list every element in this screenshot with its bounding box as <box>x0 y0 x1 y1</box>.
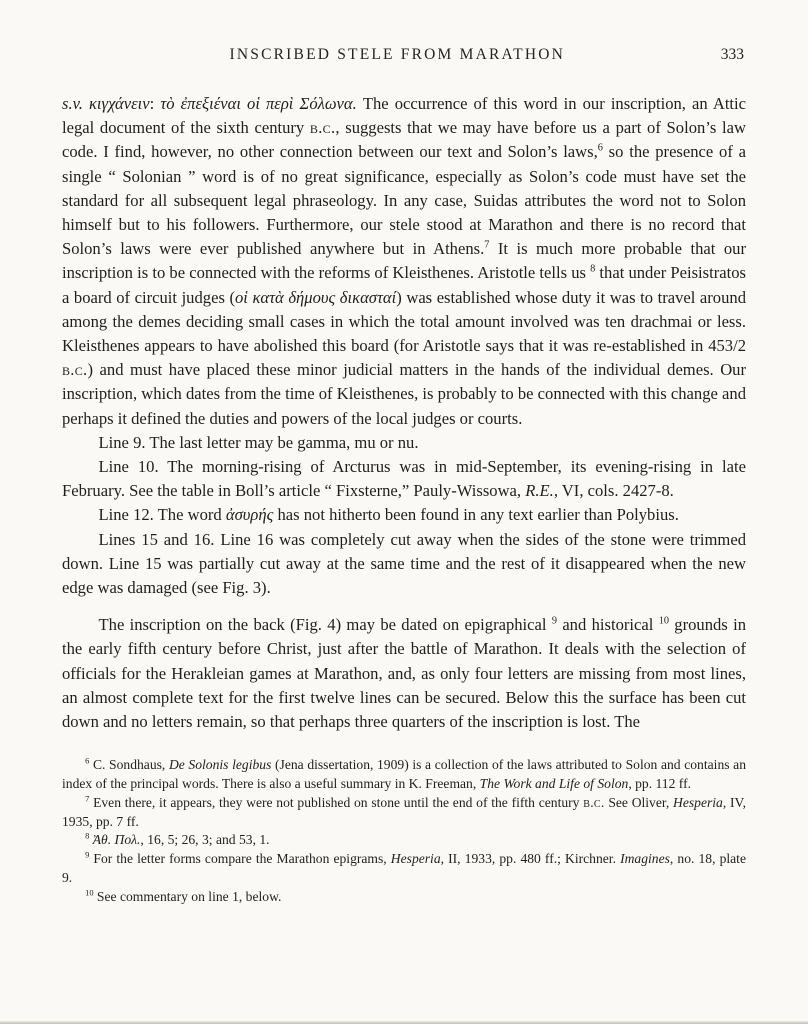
page-number: 333 <box>720 46 744 63</box>
paragraph-line-12-note: Line 12. The word ἀσυρής has not hitherto been found in any text earlier than Polybius. <box>98 505 679 525</box>
footnote-10: $^{10}$ See commentary on line 1, below. <box>85 887 282 904</box>
running-head <box>62 46 746 68</box>
paragraph-back-inscription: The inscription on the back (Fig. 4) may be dated on epigraphical $^9$ and historical $^{10}$ grounds in the early fifth century before Christ, just after the battle of Marathon. It deals with the selection of officials for the Herakleian games at Marathon, and, as only four letters are missing from most lines, an almost complete text for the first twelve lines can be secured. Below this the surface has been cut down and no letters remain, so that perhaps three quarters of the inscription is lost. The <box>62 615 747 732</box>
article-title: INSCRIBED STELE FROM MARATHON <box>229 46 566 63</box>
paragraph-solon-discussion: s.v. κιγχάνειν: τὸ ἐπεξιέναι οἱ περὶ Σόλωνα. The occurrence of this word in our inscription, an Attic legal document of the sixth century b.c., suggests that we may have before us a part of Solon’s law code. I find, however, no other connection between our text and Solon’s laws,$^6$ so the presence of a single “ Solonian ” word is of no great significance, especially as Solon’s code must have set the standard for all subsequent legal phraseology. In any case, Suidas attributes the word not to Solon himself but to his followers. Furthermore, our stele stood at Marathon and there is no record that Solon’s laws were ever published anywhere but in Athens.$^7$ It is much more probable that our inscription is to be connected with the reforms of Kleisthenes. Aristotle tells us $^8$ that under Peisistratos a board of circuit judges (οἱ κατὰ δήμους δικασταί) was established whose duty it was to travel around among the demes deciding small cases in which the total amount involved was ten drachmai or less. Kleisthenes appears to have abolished this board (for Aristotle says that it was re-established in 453/2 b.c.) and must have placed these minor judicial matters in the hands of the individual demes. Our inscription, which dates from the time of Kleisthenes, is probably to be connected with this change and perhaps it defined the duties and powers of the local judges or courts. <box>62 94 747 428</box>
footnote-8: $^8$ Ἀθ. Πολ., 16, 5; 26, 3; and 53, 1. <box>85 830 270 848</box>
footnote-9: $^9$ For the letter forms compare the Marathon epigrams, Hesperia, II, 1933, pp. 480 ff.; Kirchner. Imagines, no. 18, plate 9. <box>62 849 746 886</box>
footnote-6: $^6$ C. Sondhaus, De Solonis legibus (Jena dissertation, 1909) is a collection of the laws attributed to Solon and contains an index of the principal words. There is also a useful summary in K. Freeman, The Work and Life of Solon, pp. 112 ff. <box>62 755 746 792</box>
paragraph-line-10-note: Line 10. The morning-rising of Arcturus was in mid-September, its evening-rising in late February. See the table in Boll’s article “ Fixsterne,” Pauly-Wissowa, R.E., VI, cols. 2427-8. <box>62 457 746 501</box>
paragraph-lines-15-16-note: Lines 15 and 16. Line 16 was completely cut away when the sides of the stone were trimmed down. Line 15 was partially cut away at the same time and the rest of it disappeared when the new edge was damaged (see Fig. 3). <box>62 529 746 598</box>
paragraph-line-9-note: Line 9. The last letter may be gamma, mu or nu. <box>98 432 419 452</box>
body-text <box>62 92 746 734</box>
footnotes-section <box>62 756 746 906</box>
footnote-7: $^7$ Even there, it appears, they were not published on stone until the end of the fifth century b.c. See Oliver, Hesperia, IV, 1935, pp. 7 ff. <box>62 793 746 829</box>
